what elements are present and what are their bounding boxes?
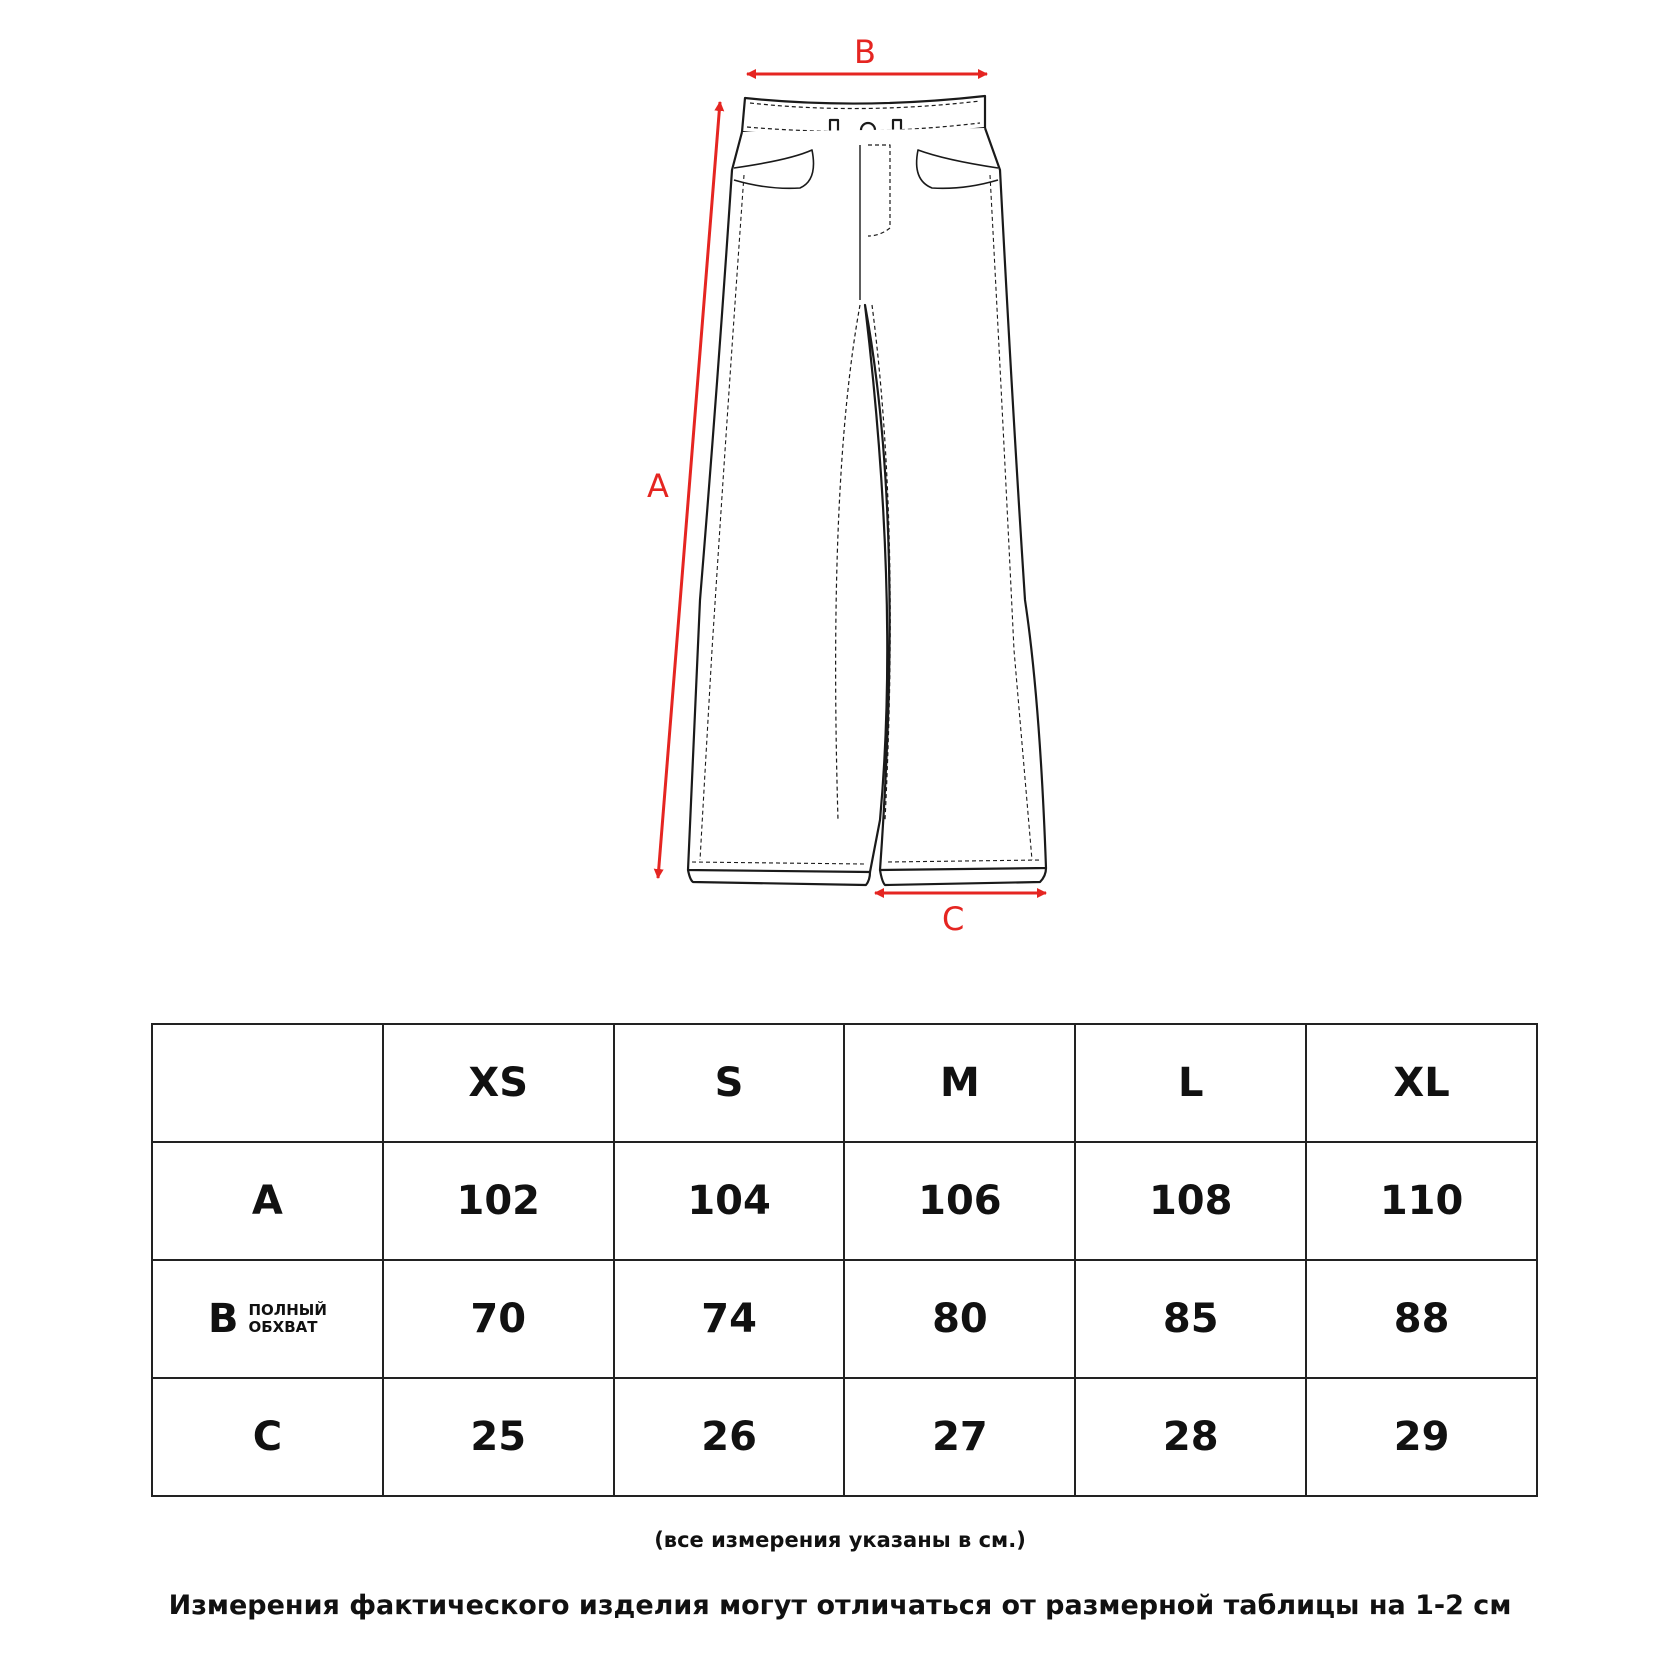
table-cell: 74 xyxy=(614,1260,845,1378)
table-cell: 88 xyxy=(1306,1260,1537,1378)
size-header: S xyxy=(614,1024,845,1142)
size-header: M xyxy=(844,1024,1075,1142)
table-cell: 106 xyxy=(844,1142,1075,1260)
size-header: XS xyxy=(383,1024,614,1142)
table-cell: 110 xyxy=(1306,1142,1537,1260)
table-row xyxy=(152,1378,1537,1496)
units-note: (все измерения указаны в см.) xyxy=(654,1528,1026,1552)
table-cell: 29 xyxy=(1306,1378,1537,1496)
table-cell: 102 xyxy=(383,1142,614,1260)
jeans-sketch-icon xyxy=(688,96,1046,885)
row-key-b-note-line2: ОБХВАТ xyxy=(248,1318,318,1336)
table-cell: 26 xyxy=(614,1378,845,1496)
disclaimer-text: Измерения фактического изделия могут отличаться от размерной таблицы на 1-2 см xyxy=(168,1590,1512,1621)
table-cell: 25 xyxy=(383,1378,614,1496)
header-row xyxy=(152,1024,1537,1142)
size-header: XL xyxy=(1306,1024,1537,1142)
row-key-b-note xyxy=(248,1302,326,1337)
row-key-b: B xyxy=(207,1296,239,1342)
row-key-a: A xyxy=(152,1142,383,1260)
table-cell: 27 xyxy=(844,1378,1075,1496)
size-header: L xyxy=(1075,1024,1306,1142)
table-cell: 104 xyxy=(614,1142,845,1260)
dimension-label-c: C xyxy=(942,900,965,938)
table-cell: 85 xyxy=(1075,1260,1306,1378)
table-cell: 80 xyxy=(844,1260,1075,1378)
table-cell: 28 xyxy=(1075,1378,1306,1496)
table-row xyxy=(152,1142,1537,1260)
dimension-label-a: A xyxy=(647,467,669,505)
empty-corner-cell xyxy=(152,1024,383,1142)
dimension-label-b: B xyxy=(854,33,876,71)
row-key-b-cell xyxy=(152,1260,383,1378)
table-cell: 70 xyxy=(383,1260,614,1378)
table-cell: 108 xyxy=(1075,1142,1306,1260)
row-key-b-note-line1: ПОЛНЫЙ xyxy=(248,1300,327,1319)
row-key-c: C xyxy=(152,1378,383,1496)
table-row xyxy=(152,1260,1537,1378)
size-chart-table xyxy=(151,1023,1538,1497)
